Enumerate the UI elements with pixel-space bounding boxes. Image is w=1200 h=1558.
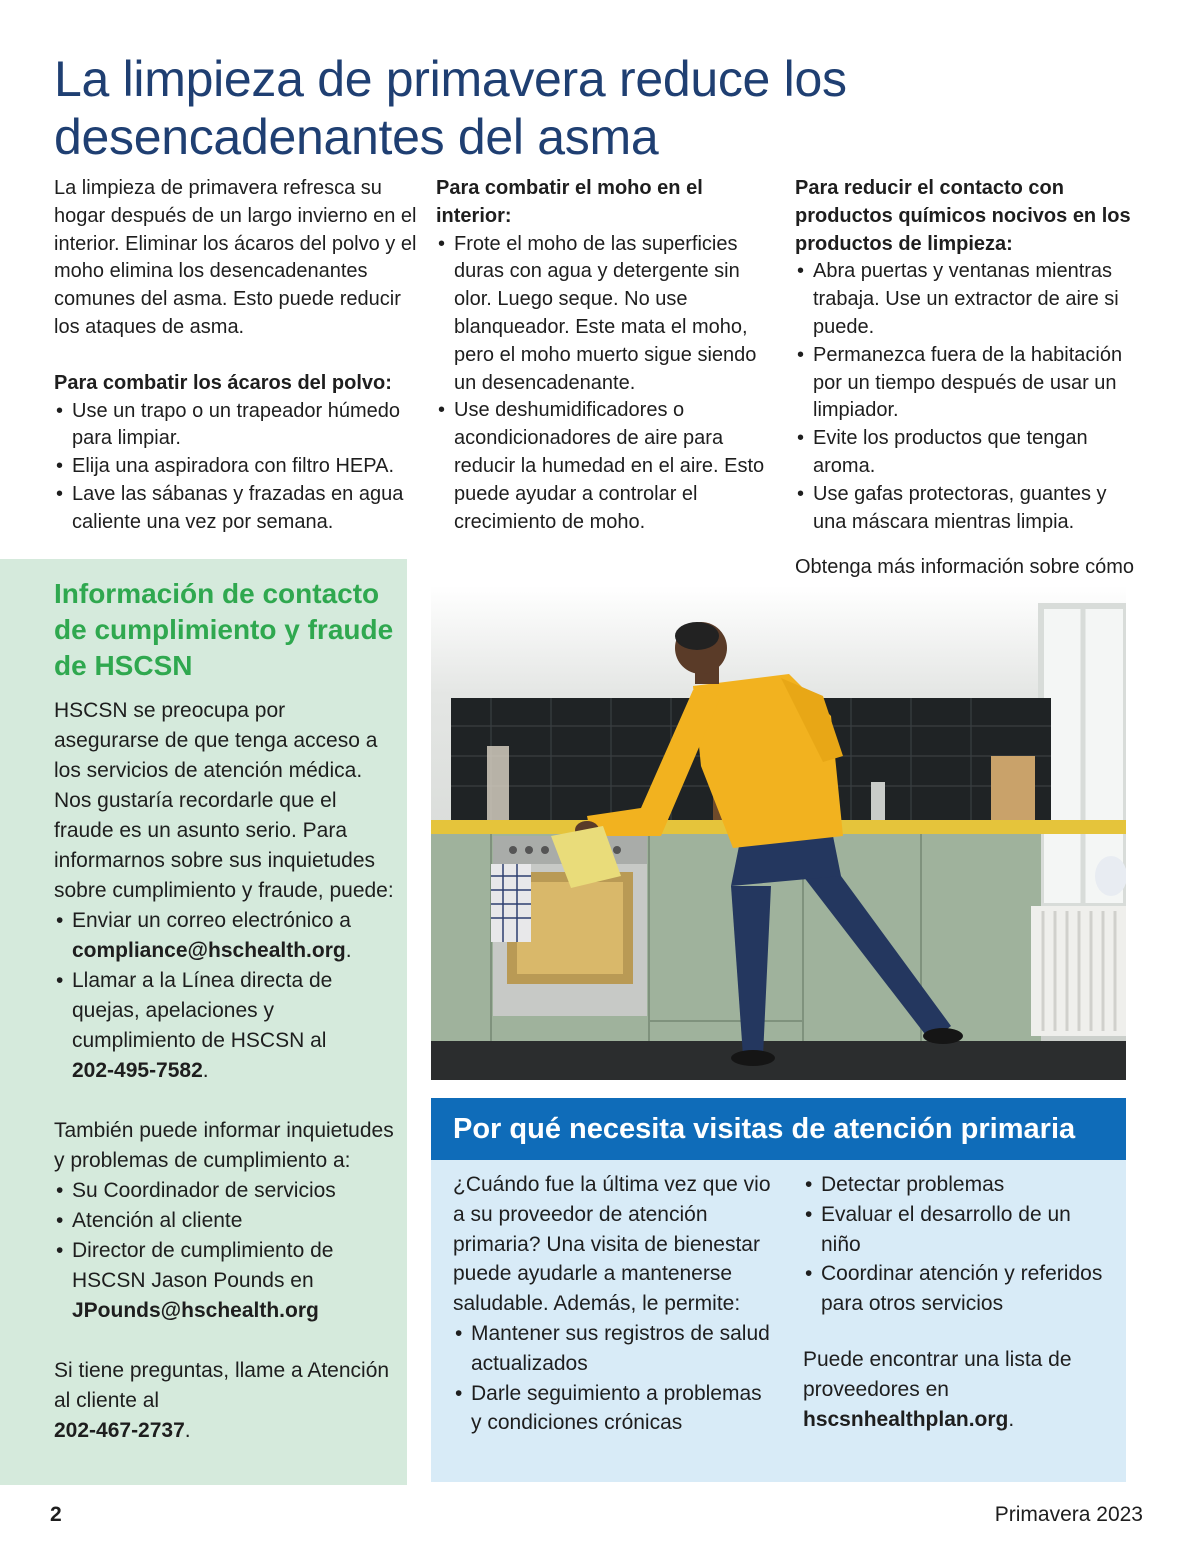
primary-care-intro: ¿Cuándo fue la última vez que vio a su proveedor de atención primaria? Una visita de bienestar puede ayudarle a mantenerse saludable. Además, le permite: bbox=[453, 1173, 771, 1316]
list-item: • Atención al cliente bbox=[54, 1206, 394, 1236]
period: . bbox=[184, 1419, 191, 1442]
list-item: • Abra puertas y ventanas mientras trabaja. Use un extractor de aire si puede. bbox=[795, 258, 1140, 341]
customer-service-phone[interactable]: 202-467-2737 bbox=[54, 1419, 185, 1442]
mold-list bbox=[436, 231, 780, 537]
list-item: • Evite los productos que tengan aroma. bbox=[795, 425, 1140, 481]
list-item: • Coordinar atención y referidos para otros servicios bbox=[803, 1259, 1103, 1319]
list-item: • Use gafas protectoras, guantes y una máscara mientras limpia. bbox=[795, 481, 1140, 537]
primary-care-header bbox=[431, 1098, 1126, 1160]
kitchen-photo bbox=[431, 586, 1126, 1080]
list-item: • Darle seguimiento a problemas y condiciones crónicas bbox=[453, 1379, 773, 1439]
list-item: • Evaluar el desarrollo de un niño bbox=[803, 1200, 1103, 1260]
compliance-email-link[interactable]: compliance@hschealth.org bbox=[72, 939, 346, 962]
email-item-text: Enviar un correo electrónico a bbox=[72, 909, 351, 932]
list-item bbox=[54, 966, 394, 1086]
director-text: Director de cumplimiento de HSCSN Jason Pounds en bbox=[72, 1239, 334, 1292]
period: . bbox=[1008, 1407, 1015, 1431]
providers-text bbox=[803, 1345, 1103, 1434]
primary-care-left bbox=[453, 1170, 773, 1438]
fraud-box-heading: Información de contacto de cumplimiento y fraude de HSCSN bbox=[54, 578, 394, 681]
page-number: 2 bbox=[50, 1503, 62, 1526]
providers-link[interactable]: hscsnhealthplan.org bbox=[803, 1407, 1009, 1431]
list-item: • Lave las sábanas y frazadas en agua caliente una vez por semana. bbox=[54, 481, 426, 537]
list-item: • Su Coordinador de servicios bbox=[54, 1176, 394, 1206]
fraud-contact-list bbox=[54, 906, 394, 1086]
chemicals-list bbox=[795, 258, 1140, 536]
providers-label: Puede encontrar una lista de proveedores en bbox=[803, 1347, 1072, 1401]
fraud-box-intro: HSCSN se preocupa por asegurarse de que tenga acceso a los servicios de atención médica. Nos gustaría recordarle que el fraude es un asunto serio. Para informarnos sobre sus inquietudes sobre cumplimiento y fraude, puede: bbox=[54, 699, 394, 902]
mold-heading: Para combatir el moho en el interior: bbox=[436, 177, 703, 227]
hotline-phone[interactable]: 202-495-7582 bbox=[72, 1059, 203, 1082]
dust-list bbox=[54, 398, 426, 537]
director-email-link[interactable]: JPounds@hschealth.org bbox=[72, 1299, 319, 1322]
title-line-1: La limpieza de primavera reduce los bbox=[54, 51, 847, 107]
list-item: • Use deshumidificadores o acondicionadores de aire para reducir la humedad en el aire. Esto puede ayudar a controlar el crecimiento de moho. bbox=[436, 397, 780, 536]
list-item: • Use un trapo o un trapeador húmedo para limpiar. bbox=[54, 398, 426, 454]
dust-heading: Para combatir los ácaros del polvo: bbox=[54, 371, 392, 394]
chemicals-heading: Para reducir el contacto con productos químicos nocivos en los productos de limpieza: bbox=[795, 177, 1131, 255]
more-info-text: Obtenga más información sobre cómo bbox=[795, 556, 1135, 579]
list-item bbox=[54, 1236, 394, 1326]
primary-care-right-list bbox=[803, 1170, 1103, 1319]
kitchen-photo-image bbox=[431, 586, 1126, 1080]
page-title bbox=[54, 50, 954, 166]
list-item: • Frote el moho de las superficies duras con agua y detergente sin olor. Luego seque. No use blanqueador. Este mata el moho, pero el moho muerto sigue siendo un desencadenante. bbox=[436, 231, 780, 398]
fraud-contact-box bbox=[0, 559, 407, 1485]
primary-care-heading: Por qué necesita visitas de atención primaria bbox=[453, 1113, 1076, 1145]
period: . bbox=[345, 939, 352, 962]
primary-care-box bbox=[431, 1160, 1126, 1482]
list-item: • Permanezca fuera de la habitación por un tiempo después de usar un limpiador. bbox=[795, 342, 1140, 425]
also-report-text: También puede informar inquietudes y problemas de cumplimiento a: bbox=[54, 1119, 394, 1172]
questions-text bbox=[54, 1356, 394, 1446]
period: . bbox=[202, 1059, 209, 1082]
questions-label: Si tiene preguntas, llame a Atención al cliente al bbox=[54, 1359, 390, 1412]
list-item: • Detectar problemas bbox=[803, 1170, 1103, 1200]
issue-label: Primavera 2023 bbox=[994, 1503, 1143, 1526]
list-item: • Elija una aspiradora con filtro HEPA. bbox=[54, 453, 426, 481]
also-report-list bbox=[54, 1176, 394, 1326]
primary-care-right bbox=[803, 1170, 1103, 1434]
title-line-2: desencadenantes del asma bbox=[54, 109, 659, 165]
intro-paragraph: La limpieza de primavera refresca su hogar después de un largo invierno en el interior. Eliminar los ácaros del polvo y el moho elimina los desencadenantes comunes del asma. Esto puede reducir los ataques de asma. bbox=[54, 177, 417, 338]
hotline-item-text: Llamar a la Línea directa de quejas, apelaciones y cumplimiento de HSCSN al bbox=[72, 969, 333, 1052]
list-item: • Mantener sus registros de salud actualizados bbox=[453, 1319, 773, 1379]
primary-care-left-list bbox=[453, 1319, 773, 1438]
intro-column bbox=[54, 175, 426, 537]
list-item bbox=[54, 906, 394, 966]
mold-column bbox=[436, 175, 780, 536]
